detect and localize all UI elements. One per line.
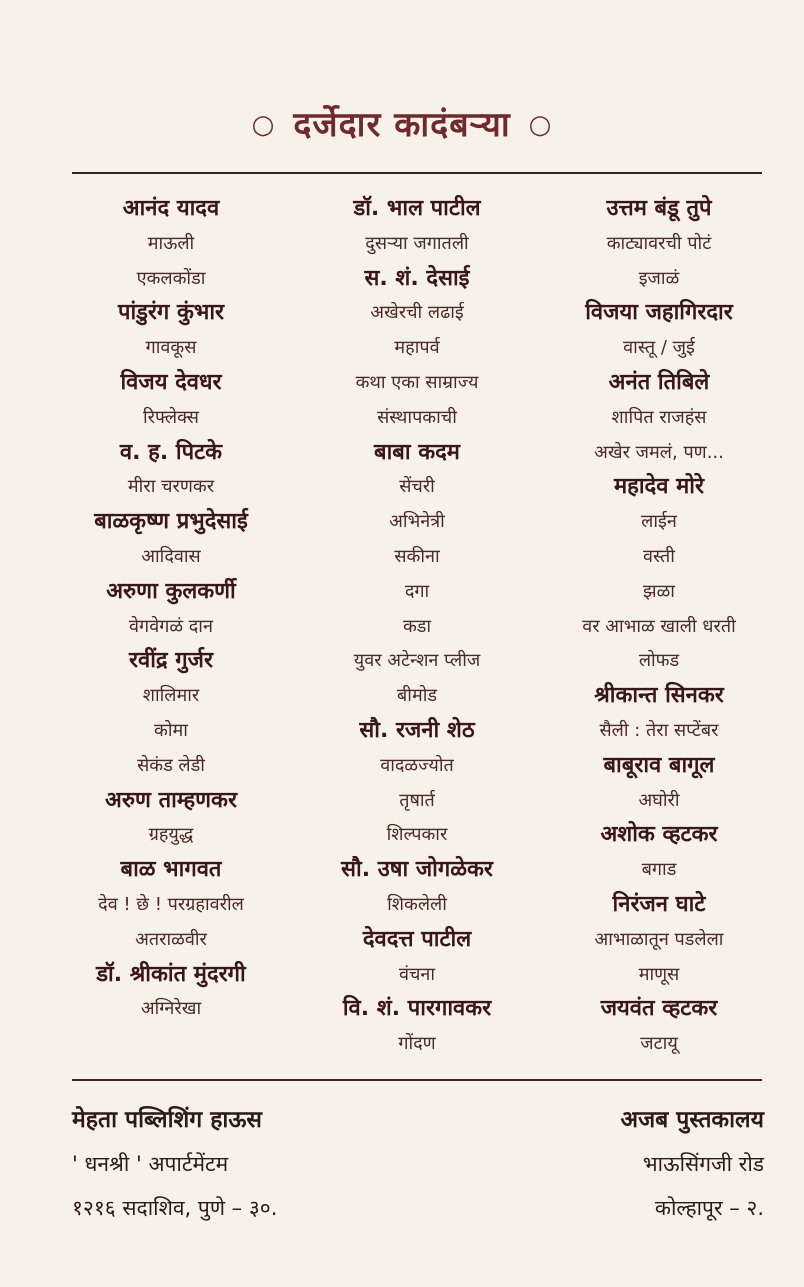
book-title: वंचना — [398, 963, 436, 985]
author-name: बाळ भागवत — [120, 857, 222, 883]
book-title: काट्यावरची पोटं — [606, 232, 712, 254]
book-title: झळा — [643, 580, 675, 602]
circle-ornament-icon: ○ — [528, 110, 553, 140]
book-columns — [0, 192, 804, 1072]
author-name: अनंत तिबिले — [608, 369, 710, 395]
book-title: लोफड — [638, 650, 680, 672]
distributor-city: कोल्हापूर – २. — [654, 1196, 764, 1220]
author-name: डॉ. भाल पाटील — [353, 196, 481, 221]
author-name: जयवंत व्हटकर — [600, 996, 718, 1022]
book-title: दुसऱ्या जगातली — [365, 232, 469, 254]
author-name: अशोक व्हटकर — [600, 822, 718, 848]
book-title: अखेर जमलं, पण... — [594, 441, 724, 463]
book-title: वादळज्योत — [380, 754, 454, 776]
book-title: बीमोड — [397, 685, 437, 707]
book-title: माणूस — [638, 963, 680, 985]
book-title: रिफ्लेक्स — [143, 406, 199, 428]
bottom-divider — [72, 1079, 762, 1081]
author-name: देवदत्त पाटील — [362, 926, 472, 952]
book-title: शिकलेली — [387, 893, 447, 915]
book-title: सेकंड लेडी — [137, 754, 205, 776]
book-title: दगा — [404, 580, 430, 602]
author-name: बाळकृष्ण प्रभुदेसाई — [94, 509, 248, 535]
author-name: स. शं. देसाई — [364, 265, 470, 291]
author-name: बाबा कदम — [374, 439, 460, 465]
author-name: निरंजन घाटे — [612, 891, 706, 917]
book-title: सकीना — [394, 545, 440, 567]
book-title: आभाळातून पडलेला — [594, 928, 724, 950]
book-title: इजाळं — [638, 267, 680, 289]
book-title: गावकूस — [145, 337, 197, 359]
book-title: वर आभाळ खाली धरती — [582, 615, 736, 637]
book-title: कडा — [402, 615, 432, 637]
author-name: विजया जहागिरदार — [585, 300, 733, 326]
publisher-name: मेहता पब्लिशिंग हाऊस — [72, 1107, 262, 1133]
author-name: पांडुरंग कुंभार — [117, 300, 225, 326]
publisher-address: १२१६ सदाशिव, पुणे – ३०. — [72, 1196, 278, 1220]
author-name: सौ. रजनी शेठ — [359, 717, 475, 743]
top-divider — [72, 172, 762, 174]
book-title: सेंचरी — [399, 476, 435, 498]
book-title: एकलकोंडा — [136, 267, 206, 289]
book-title: कोमा — [154, 719, 188, 741]
book-title: संस्थापकाची — [377, 406, 457, 428]
book-title: युवर अटेन्शन प्लीज — [353, 650, 481, 672]
book-title: अग्निरेखा — [140, 998, 202, 1020]
author-name: डॉ. श्रीकांत मुंदरगी — [96, 961, 246, 987]
book-title: तृषार्त — [399, 789, 435, 811]
author-name: श्रीकान्त सिनकर — [594, 683, 724, 709]
publisher-block — [72, 1098, 452, 1230]
book-title: लाईन — [641, 511, 677, 533]
book-title: गोंदण — [398, 1033, 436, 1055]
author-name: बाबूराव बागूल — [603, 752, 715, 778]
author-name: विजय देवधर — [120, 369, 222, 395]
column-right — [528, 192, 790, 1062]
book-title: वस्ती — [643, 545, 675, 567]
book-title: महापर्व — [394, 337, 440, 359]
book-title: देव ! छे ! परग्रहावरील — [98, 893, 244, 915]
author-name: आनंद यादव — [122, 196, 220, 221]
publisher-building: ' धनश्री ' अपार्टमेंटम — [72, 1152, 229, 1176]
book-title: माऊली — [147, 232, 195, 254]
author-name: वि. शं. पारगावकर — [342, 996, 492, 1022]
author-name: व. ह. पिटके — [119, 439, 223, 465]
book-title: अघोरी — [638, 789, 680, 811]
author-name: सौ. उषा जोगळेकर — [341, 857, 493, 883]
book-title: शालिमार — [142, 685, 200, 707]
book-title: जटायू — [640, 1033, 678, 1055]
author-name: महादेव मोरे — [614, 474, 704, 500]
column-middle — [286, 192, 548, 1062]
author-name: रवींद्र गुर्जर — [129, 648, 213, 674]
title-text: दर्जेदार कादंबऱ्या — [293, 105, 511, 145]
author-name: उत्तम बंडू तुपे — [606, 196, 712, 221]
book-title: मीरा चरणकर — [127, 476, 215, 498]
book-title: ग्रहयुद्ध — [148, 824, 194, 846]
book-title: कथा एका साम्राज्य — [355, 371, 479, 393]
book-title: अतराळवीर — [135, 928, 207, 950]
distributor-block — [464, 1098, 764, 1230]
circle-ornament-icon: ○ — [251, 110, 276, 140]
author-name: अरुणा कुलकर्णी — [106, 578, 236, 604]
distributor-road: भाऊसिंगजी रोड — [642, 1152, 764, 1176]
book-title: अखेरची लढाई — [370, 302, 464, 324]
distributor-name: अजब पुस्तकालय — [620, 1107, 764, 1133]
book-title: आदिवास — [141, 545, 201, 567]
column-left — [40, 192, 302, 1027]
book-title: सैली : तेरा सप्टेंबर — [599, 719, 719, 741]
book-title: शापित राजहंस — [611, 406, 707, 428]
book-title: शिल्पकार — [386, 824, 448, 846]
book-title: वेगवेगळं दान — [129, 615, 213, 637]
book-title: बगाड — [641, 859, 677, 881]
author-name: अरुण ताम्हणकर — [105, 787, 237, 813]
book-title: अभिनेत्री — [389, 511, 445, 533]
page-title — [0, 100, 804, 146]
book-title: वास्तू / जुई — [623, 337, 695, 359]
